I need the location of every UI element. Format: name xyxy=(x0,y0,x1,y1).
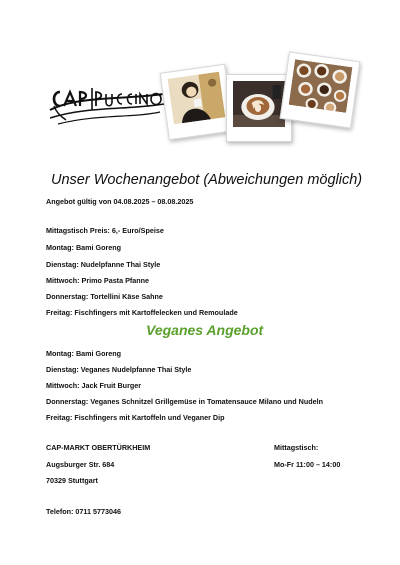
hours-label: Mittagstisch: xyxy=(274,443,319,452)
hours-value: Mo-Fr 11:00 – 14:00 xyxy=(274,460,341,469)
lunch-item: Freitag: Fischfingers mit Kartoffelecken und Remoulade xyxy=(46,308,238,317)
lunch-item: Montag: Bami Goreng xyxy=(46,243,122,252)
lunch-item: Dienstag: Nudelpfanne Thai Style xyxy=(46,260,161,269)
store-phone: Telefon: 0711 5773046 xyxy=(46,507,121,516)
vegan-heading: Veganes Angebot xyxy=(146,322,264,338)
vegan-item: Montag: Bami Goreng xyxy=(46,349,122,358)
store-street: Augsburger Str. 684 xyxy=(46,460,115,469)
store-name: CAP-MARKT OBERTÜRKHEIM xyxy=(46,443,151,452)
lunch-price: Mittagstisch Preis: 6,- Euro/Speise xyxy=(46,226,164,235)
woman-drinking-coffee-photo xyxy=(160,64,235,141)
vegan-item: Donnerstag: Veganes Schnitzel Grillgemüse in Tomatensauce Milano und Nudeln xyxy=(46,397,324,406)
coffee-cups-photo xyxy=(280,51,361,128)
lunch-item: Mittwoch: Primo Pasta Pfanne xyxy=(46,276,150,285)
vegan-item: Mittwoch: Jack Fruit Burger xyxy=(46,381,142,390)
validity-text: Angebot gültig von 04.08.2025 – 08.08.2025 xyxy=(46,197,194,206)
vegan-item: Freitag: Fischfingers mit Kartoffeln und Veganer Dip xyxy=(46,413,225,422)
store-city: 70329 Stuttgart xyxy=(46,476,98,485)
cappuccino-logo xyxy=(48,80,166,126)
vegan-item: Dienstag: Veganes Nudelpfanne Thai Style xyxy=(46,365,192,374)
page-title: Unser Wochenangebot (Abweichungen möglich) xyxy=(51,172,363,188)
lunch-item: Donnerstag: Tortellini Käse Sahne xyxy=(46,292,163,301)
